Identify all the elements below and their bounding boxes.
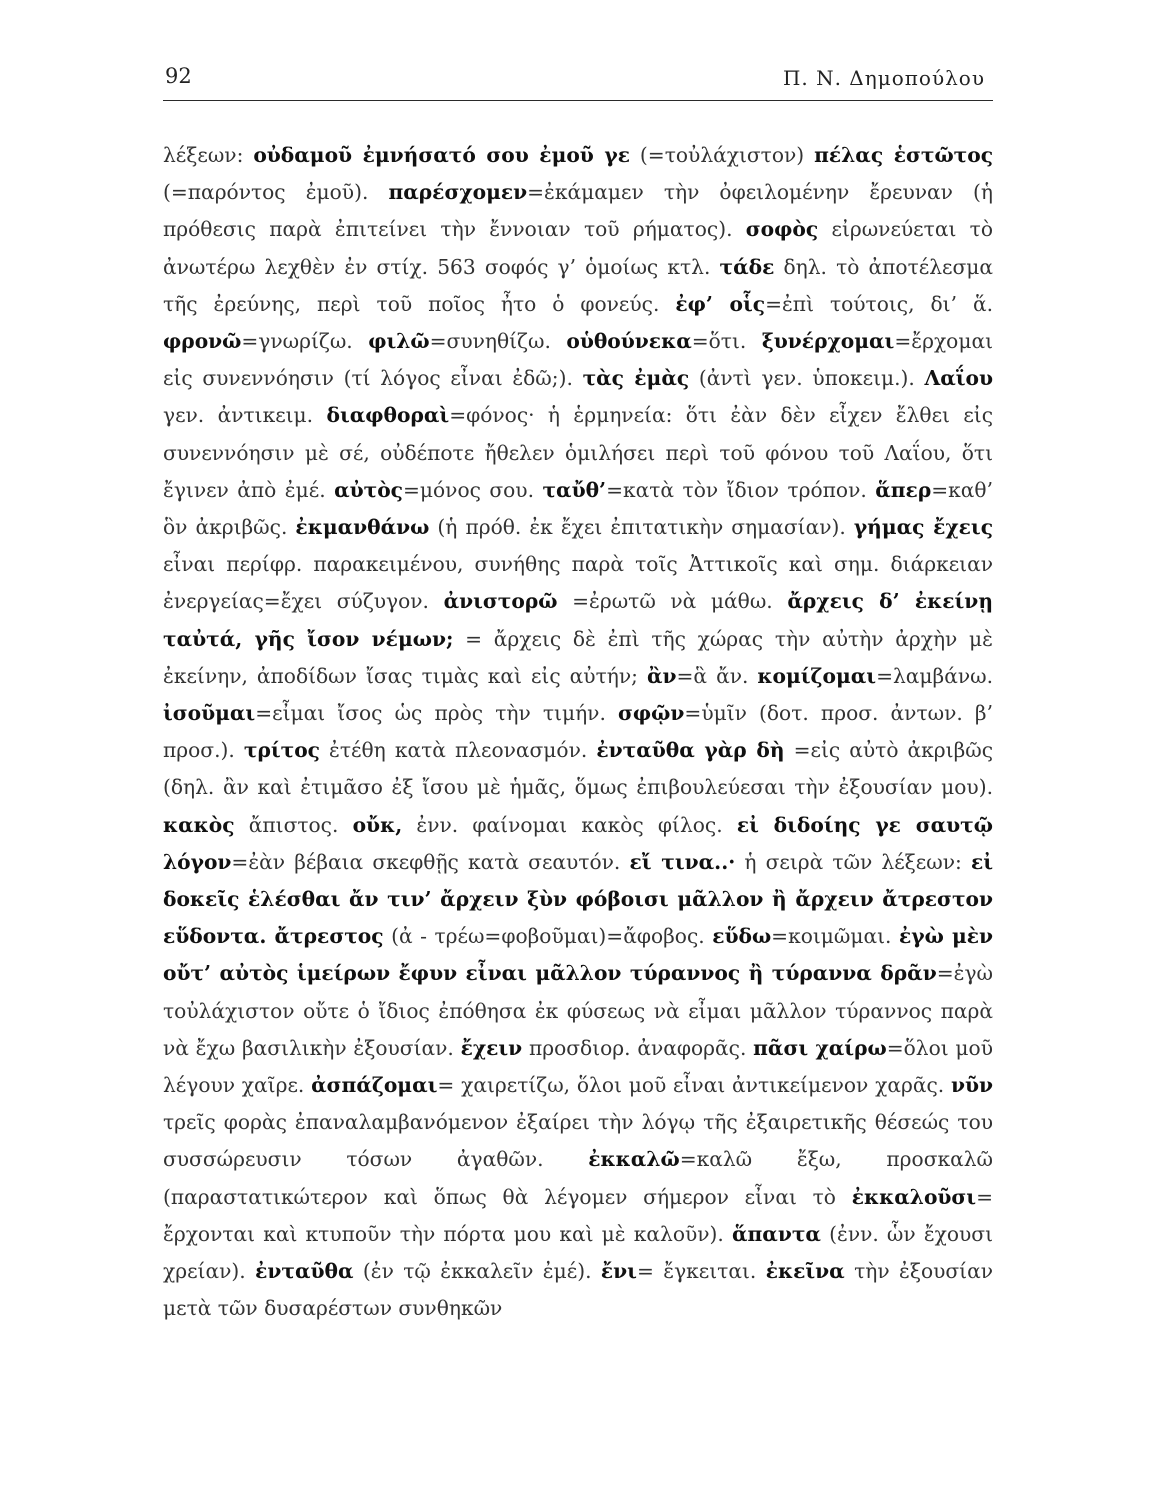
- gloss-text: =μόνος σου.: [402, 477, 543, 502]
- lemma-term: φρονῶ: [163, 329, 242, 354]
- lemma-term: εἰ διδοίης γε σαυτῷ λόγον: [163, 812, 993, 874]
- gloss-text: =λαμβάνω.: [876, 663, 993, 688]
- gloss-text: εἶναι περίφρ. παρακειμένου, συνήθης παρὰ τοῖς Ἀττικοῖς καὶ σημ. διάρκειαν ἐνεργείας=ἔχει σύζυγον.: [163, 552, 993, 614]
- lemma-term: ἐνταῦθα: [255, 1259, 354, 1284]
- gloss-text: (ἀντὶ γεν. ὑποκειμ.).: [689, 366, 925, 391]
- lemma-term: παρέσχομεν: [388, 180, 528, 205]
- gloss-text: =συνηθίζω.: [429, 329, 567, 354]
- lemma-term: τὰς ἐμὰς: [582, 366, 690, 391]
- gloss-text: =γνωρίζω.: [241, 329, 369, 354]
- gloss-text: ἐτέθη κατὰ πλεονασμόν.: [319, 738, 597, 763]
- lemma-term: ἐκκαλῶ: [588, 1147, 680, 1172]
- gloss-text: ἐνν. φαίνομαι κακὸς φίλος.: [402, 812, 737, 837]
- lemma-term: ἔνι: [600, 1259, 637, 1284]
- lemma-term: ἂν: [646, 663, 677, 688]
- gloss-text: (ἀ - τρέω=φοβοῦμαι)=ἄφοβος.: [383, 924, 713, 949]
- gloss-text: (ἡ πρόθ. ἐκ ἔχει ἐπιτατικὴν σημασίαν).: [429, 515, 854, 540]
- gloss-text: (=παρόντος ἐμοῦ).: [163, 180, 389, 205]
- gloss-text: =καθ’ ὃν ἀκριβῶς.: [163, 477, 993, 540]
- gloss-text: ἄπιστος.: [234, 812, 353, 837]
- lemma-term: οὔκ,: [352, 812, 403, 837]
- gloss-text: τὴν ἐξουσίαν μετὰ τῶν δυσαρέστων συνθηκῶν: [163, 1259, 994, 1321]
- gloss-text: δηλ. τὸ ἀποτέλεσμα τῆς ἐρεύνης, περὶ τοῦ ποῖος ἦτο ὁ φονεύς.: [163, 254, 993, 316]
- gloss-text: =ἐγὼ τοὐλάχιστον οὔτε ὁ ἴδιος ἐπόθησα ἐκ φύσεως νὰ εἶμαι μᾶλλον τύραννος παρὰ νὰ ἔχω βασιλικὴν ἐξουσίαν.: [163, 961, 993, 1060]
- gloss-text: =ἔρχομαι εἰς συνεννόησιν (τί λόγος εἶναι ἐδῶ;).: [163, 329, 993, 391]
- gloss-text: =ἐκάμαμεν τὴν ὀφειλομένην ἔρευναν (ἡ πρόθεσις παρὰ ἐπιτείνει τὴν ἔννοιαν τοῦ ρήματος).: [163, 180, 993, 242]
- lemma-term: κακὸς: [163, 812, 235, 837]
- page-number: 92: [165, 64, 192, 88]
- gloss-text: =καλῶ ἔξω, προσκαλῶ (παραστατικώτερον καὶ ὅπως θὰ λέγομεν σήμερον εἶναι τὸ: [163, 1147, 993, 1209]
- gloss-text: =ἐὰν βέβαια σκεφθῇς κατὰ σεαυτόν.: [231, 849, 630, 874]
- gloss-text: γεν. ἀντικειμ.: [163, 403, 327, 428]
- lemma-term: ἐκεῖνα: [765, 1259, 845, 1284]
- gloss-text: (=τοὐλάχιστον): [629, 143, 815, 167]
- commentary-text: [163, 137, 993, 1328]
- lemma-term: τάδε: [719, 254, 775, 279]
- gloss-text: =ὑμῖν (δοτ. προσ. ἀντων. β’ προσ.).: [163, 701, 993, 763]
- running-head: Π. Ν. Δημοπούλου: [782, 66, 985, 90]
- page-header: [163, 60, 993, 101]
- gloss-text: =κατὰ τὸν ἴδιον τρόπον.: [606, 477, 876, 502]
- gloss-text: =ὅλοι μοῦ λέγουν χαῖρε.: [163, 1035, 993, 1098]
- gloss-text: λέξεων:: [163, 143, 254, 167]
- lemma-term: αὐτὸς: [334, 477, 403, 502]
- lemma-term: ἄρχεις δ’ ἐκείνῃ ταὐτά, γῆς ἴσον νέμων;: [163, 589, 993, 651]
- lemma-term: πέλας ἑστῶτος: [814, 143, 994, 167]
- lemma-term: εἴ τινα..·: [629, 849, 736, 874]
- gloss-text: =κοιμῶμαι.: [771, 924, 899, 949]
- lemma-term: ἐνταῦθα γὰρ δὴ: [596, 738, 785, 763]
- lemma-term: εἰ δοκεῖς ἑλέσθαι ἄν τιν’ ἄρχειν ξὺν φόβοισι μᾶλλον ἢ ἄρχειν ἄτρεστον εὕδοντα. ἄτρεστος: [163, 849, 993, 949]
- lemma-term: φιλῶ: [368, 329, 430, 354]
- lemma-term: πᾶσι χαίρω: [753, 1035, 887, 1060]
- lemma-term: ἀνιστορῶ: [443, 589, 558, 614]
- gloss-text: =εἶμαι ἴσος ὡς πρὸς τὴν τιμήν.: [255, 701, 619, 726]
- lemma-term: Λαΐου: [924, 366, 993, 391]
- lemma-term: οὐδαμοῦ ἐμνήσατό σου ἐμοῦ γε: [253, 143, 630, 167]
- gloss-text: = ἄρχεις δὲ ἐπὶ τῆς χώρας τὴν αὐτὴν ἀρχὴν μὲ ἐκείνην, ἀποδίδων ἴσας τιμὰς καὶ εἰς αὐτήν;: [163, 626, 994, 688]
- lemma-term: ἐκκαλοῦσι: [851, 1184, 977, 1209]
- lemma-term: τρίτος: [243, 738, 320, 763]
- gloss-text: προσδιορ. ἀναφορᾶς.: [522, 1035, 754, 1060]
- lemma-term: σοφὸς: [745, 217, 819, 242]
- gloss-text: =ὅτι.: [691, 329, 762, 354]
- lemma-term: ἐγὼ μὲν οὔτ’ αὐτὸς ἱμείρων ἔφυν εἶναι μᾶλλον τύραννος ἢ τύραννα δρᾶν: [163, 924, 994, 986]
- gloss-text: (ἐν τῷ ἐκκαλεῖν ἐμέ).: [353, 1259, 601, 1284]
- lemma-term: ἀσπάζομαι: [311, 1073, 438, 1098]
- lemma-term: νῦν: [950, 1073, 994, 1098]
- lemma-term: ἅπαντα: [731, 1221, 821, 1246]
- gloss-text: = χαιρετίζω, ὅλοι μοῦ εἶναι ἀντικείμενον χαρᾶς.: [437, 1073, 951, 1098]
- lemma-term: ἐφ’ οἷς: [675, 291, 766, 316]
- gloss-text: =ἃ ἄν.: [676, 663, 758, 688]
- lemma-term: ἔχειν: [460, 1035, 523, 1060]
- gloss-text: τρεῖς φορὰς ἐπαναλαμβανόμενον ἐξαίρει τὴν λόγῳ τῆς ἐξαιρετικῆς θέσεώς του συσσώρευσιν τόσων ἀγαθῶν.: [163, 1110, 993, 1172]
- gloss-text: =ἐρωτῶ νὰ μάθω.: [557, 589, 788, 614]
- lemma-term: οὑθούνεκα: [566, 329, 692, 354]
- gloss-text: ἡ σειρὰ τῶν λέξεων:: [735, 849, 971, 874]
- gloss-text: =φόνος· ἡ ἑρμηνεία: ὅτι ἐὰν δὲν εἶχεν ἔλθει εἰς συνεννόησιν μὲ σέ, οὐδέποτε ἤθελεν ὁμιλήσει περὶ τοῦ φόνου τοῦ Λαΐου, ὅτι ἔγινεν ἀπὸ ἐμέ.: [163, 403, 993, 502]
- lemma-term: σφῷν: [618, 701, 685, 726]
- gloss-text: = ἔρχονται καὶ κτυποῦν τὴν πόρτα μου καὶ μὲ καλοῦν).: [163, 1184, 993, 1246]
- gloss-text: =εἰς αὐτὸ ἀκριβῶς (δηλ. ἂν καὶ ἐτιμᾶσο ἐξ ἴσου μὲ ἡμᾶς, ὅμως ἐπιβουλεύεσαι τὴν ἐξουσίαν μου).: [163, 738, 994, 800]
- lemma-term: ξυνέρχομαι: [761, 329, 895, 354]
- gloss-text: = ἔγκειται.: [636, 1259, 766, 1284]
- lemma-term: ἐκμανθάνω: [295, 515, 430, 540]
- book-page: [163, 60, 993, 1328]
- lemma-term: εὕδω: [712, 924, 772, 949]
- gloss-text: =ἐπὶ τούτοις, δι’ ἅ.: [765, 291, 994, 316]
- lemma-term: διαφθοραὶ: [326, 403, 450, 428]
- lemma-term: ἅπερ: [875, 477, 932, 502]
- gloss-text: εἰρωνεύεται τὸ ἀνωτέρω λεχθὲν ἐν στίχ. 563 σοφός γ’ ὁμοίως κτλ.: [163, 217, 993, 279]
- lemma-term: κομίζομαι: [757, 663, 877, 688]
- lemma-term: ταὔθ’: [542, 477, 607, 502]
- gloss-text: (ἐνν. ὧν ἔχουσι χρείαν).: [163, 1221, 994, 1284]
- lemma-term: γήμας ἔχεις: [853, 515, 993, 540]
- lemma-term: ἰσοῦμαι: [163, 701, 256, 726]
